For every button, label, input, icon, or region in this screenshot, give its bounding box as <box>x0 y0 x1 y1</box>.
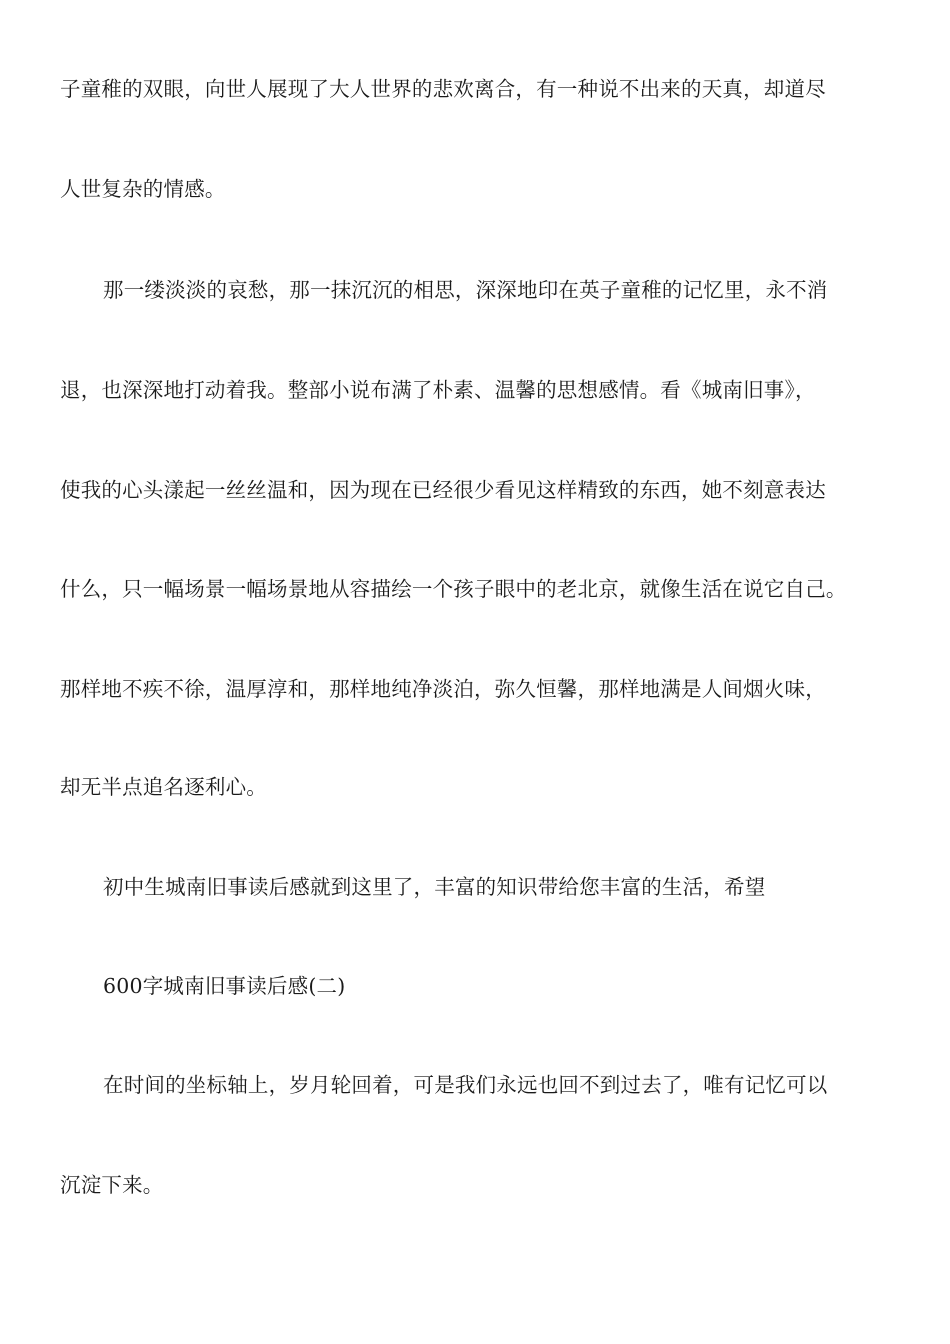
section-heading: 600字城南旧事读后感(二) <box>103 974 346 998</box>
text-line: 子童稚的双眼，向世人展现了大人世界的悲欢离合，有一种说不出来的天真，却道尽 <box>60 77 826 101</box>
paragraph-start-line: 在时间的坐标轴上，岁月轮回着，可是我们永远也回不到过去了，唯有记忆可以 <box>103 1073 828 1097</box>
text-line: 沉淀下来。 <box>60 1173 164 1197</box>
text-line: 却无半点追名逐利心。 <box>60 775 267 799</box>
paragraph-start-line: 那一缕淡淡的哀愁，那一抹沉沉的相思，深深地印在英子童稚的记忆里，永不消 <box>103 278 828 302</box>
text-line: 退，也深深地打动着我。整部小说布满了朴素、温馨的思想感情。看《城南旧事》， <box>60 378 816 402</box>
text-line: 使我的心头漾起一丝丝温和，因为现在已经很少看见这样精致的东西，她不刻意表达 <box>60 478 826 502</box>
text-line: 人世复杂的情感。 <box>60 177 226 201</box>
paragraph-start-line: 初中生城南旧事读后感就到这里了，丰富的知识带给您丰富的生活，希望 <box>103 875 766 899</box>
text-line: 那样地不疾不徐，温厚淳和，那样地纯净淡泊，弥久恒馨，那样地满是人间烟火味， <box>60 677 826 701</box>
text-line: 什么，只一幅场景一幅场景地从容描绘一个孩子眼中的老北京，就像生活在说它自己。 <box>60 577 847 601</box>
